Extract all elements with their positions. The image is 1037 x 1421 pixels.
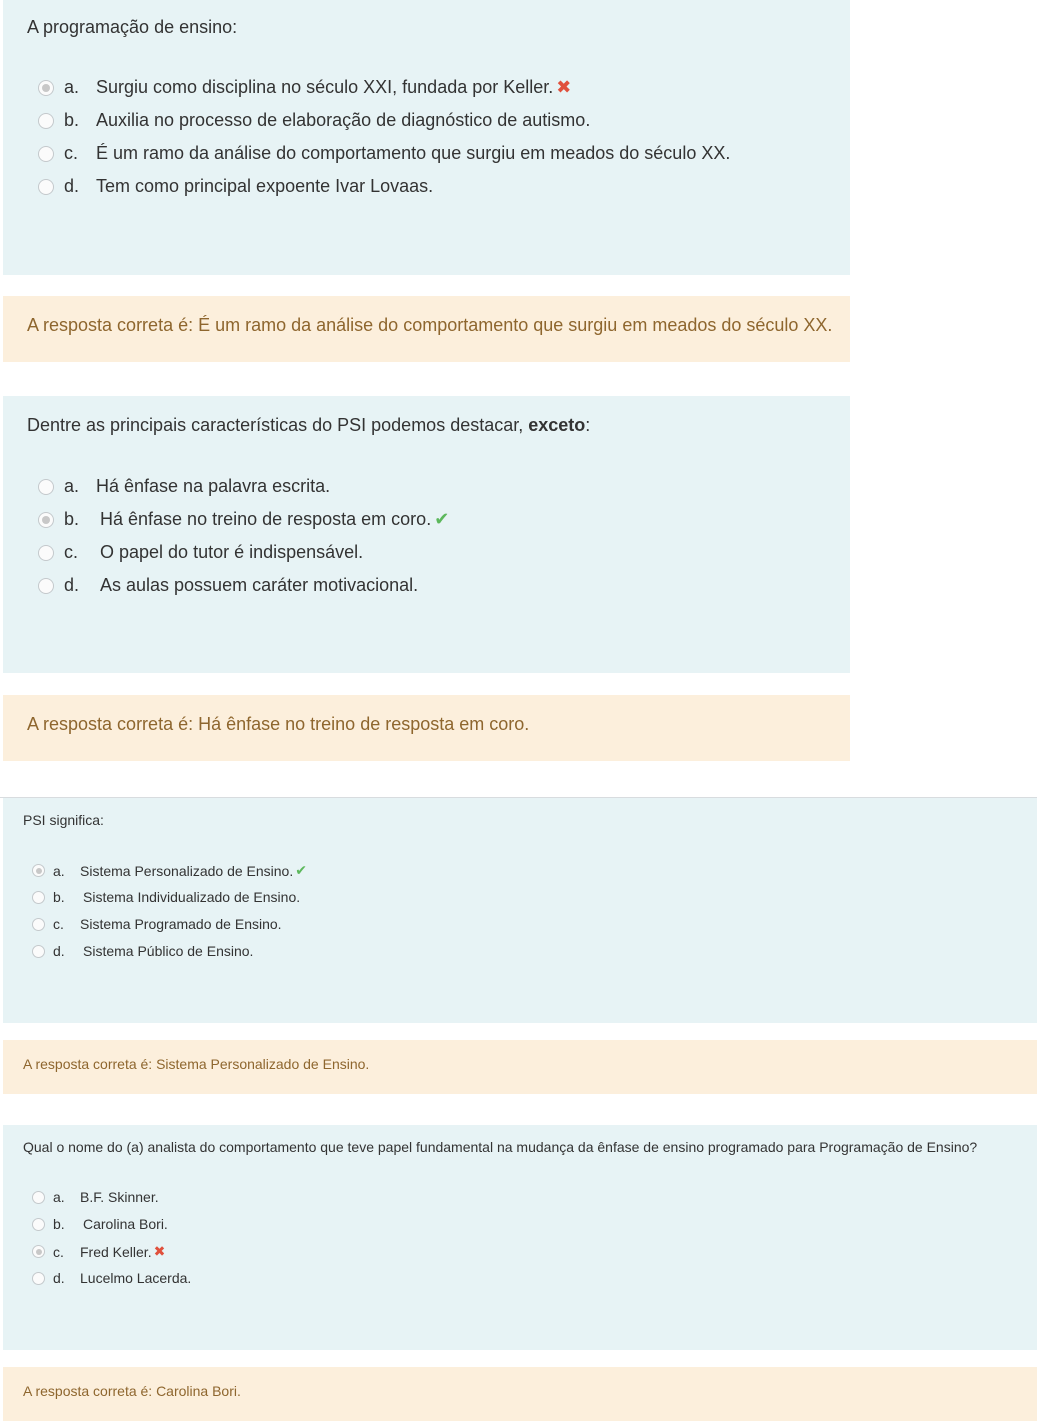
radio[interactable] — [32, 891, 45, 904]
option-text: É um ramo da análise do comportamento que surgiu em meados do século XX. — [96, 143, 731, 163]
option-a[interactable] — [32, 862, 307, 879]
option-letter: d. — [64, 575, 80, 595]
feedback-2 — [3, 695, 850, 761]
radio-selected[interactable] — [38, 80, 54, 96]
option-b[interactable] — [32, 889, 300, 905]
radio[interactable] — [38, 479, 54, 495]
correct-answer-text: A resposta correta é: Há ênfase no treino de resposta em coro. — [27, 714, 530, 734]
question-1 — [3, 0, 850, 275]
option-text: Tem como principal expoente Ivar Lovaas. — [96, 176, 434, 196]
incorrect-icon: ✖ — [153, 1243, 166, 1259]
option-d[interactable] — [38, 575, 418, 596]
radio[interactable] — [38, 146, 54, 162]
radio[interactable] — [32, 945, 45, 958]
correct-answer-text: A resposta correta é: É um ramo da análise do comportamento que surgiu em meados do século XX. — [27, 315, 833, 335]
option-d[interactable] — [32, 1270, 191, 1286]
option-text: Sistema Público de Ensino. — [83, 943, 254, 959]
option-letter: b. — [53, 1216, 65, 1232]
radio[interactable] — [38, 113, 54, 129]
incorrect-icon: ✖ — [556, 77, 572, 97]
option-letter: b. — [53, 889, 65, 905]
option-c[interactable] — [32, 1243, 165, 1260]
correct-answer-text: A resposta correta é: Sistema Personalizado de Ensino. — [23, 1056, 370, 1072]
option-text: Sistema Programado de Ensino. — [80, 916, 282, 932]
option-c[interactable] — [38, 542, 363, 563]
radio[interactable] — [38, 578, 54, 594]
radio-selected[interactable] — [38, 512, 54, 528]
question-prompt: Qual o nome do (a) analista do comportamento que teve papel fundamental na mudança da ênfase de ensino programado para Programação de Ensino? — [23, 1139, 978, 1155]
question-prompt: PSI significa: — [23, 812, 104, 828]
radio[interactable] — [32, 1272, 45, 1285]
option-text: Auxilia no processo de elaboração de diagnóstico de autismo. — [96, 110, 591, 130]
option-b[interactable] — [32, 1216, 168, 1232]
feedback-3 — [3, 1040, 1037, 1094]
option-letter: d. — [64, 176, 80, 196]
option-letter: b. — [64, 110, 80, 130]
option-text: As aulas possuem caráter motivacional. — [100, 575, 419, 595]
question-3 — [3, 798, 1037, 1023]
option-c[interactable] — [38, 143, 730, 164]
option-c[interactable] — [32, 916, 282, 932]
radio-selected[interactable] — [32, 864, 45, 877]
option-letter: b. — [64, 509, 80, 529]
radio[interactable] — [32, 918, 45, 931]
option-text: Fred Keller. — [80, 1243, 152, 1260]
feedback-4 — [3, 1367, 1037, 1421]
radio[interactable] — [32, 1191, 45, 1204]
question-prompt: A programação de ensino: — [27, 17, 238, 37]
radio[interactable] — [38, 179, 54, 195]
correct-answer-text: A resposta correta é: Carolina Bori. — [23, 1383, 241, 1399]
option-text: Surgiu como disciplina no século XXI, fundada por Keller. — [96, 77, 554, 97]
option-text: Lucelmo Lacerda. — [80, 1270, 192, 1286]
question-2 — [3, 396, 850, 673]
option-letter: a. — [53, 862, 65, 879]
option-letter: d. — [53, 1270, 65, 1286]
option-d[interactable] — [38, 176, 433, 197]
option-letter: c. — [64, 542, 79, 562]
correct-check-icon: ✔ — [295, 862, 307, 878]
option-letter: c. — [53, 1243, 64, 1260]
option-b[interactable] — [38, 509, 449, 530]
option-letter: a. — [64, 476, 80, 496]
question-prompt: Dentre as principais características do PSI podemos destacar, exceto: — [27, 415, 591, 435]
option-letter: d. — [53, 943, 65, 959]
option-text: O papel do tutor é indispensável. — [100, 542, 364, 562]
option-letter: a. — [53, 1189, 65, 1205]
option-text: Sistema Personalizado de Ensino. — [80, 862, 294, 879]
option-text: Há ênfase na palavra escrita. — [96, 476, 331, 496]
option-a[interactable] — [38, 77, 571, 98]
radio-selected[interactable] — [32, 1245, 45, 1258]
option-text: Carolina Bori. — [83, 1216, 168, 1232]
option-text: Sistema Individualizado de Ensino. — [83, 889, 301, 905]
option-a[interactable] — [38, 476, 330, 497]
option-text: B.F. Skinner. — [80, 1189, 159, 1205]
option-b[interactable] — [38, 110, 590, 131]
option-d[interactable] — [32, 943, 253, 959]
feedback-1 — [3, 296, 850, 362]
option-a[interactable] — [32, 1189, 159, 1205]
option-letter: c. — [53, 916, 64, 932]
option-text: Há ênfase no treino de resposta em coro. — [100, 509, 432, 529]
option-letter: a. — [64, 77, 80, 97]
radio[interactable] — [32, 1218, 45, 1231]
correct-check-icon: ✔ — [434, 509, 450, 529]
question-4 — [3, 1125, 1037, 1350]
radio[interactable] — [38, 545, 54, 561]
option-letter: c. — [64, 143, 79, 163]
